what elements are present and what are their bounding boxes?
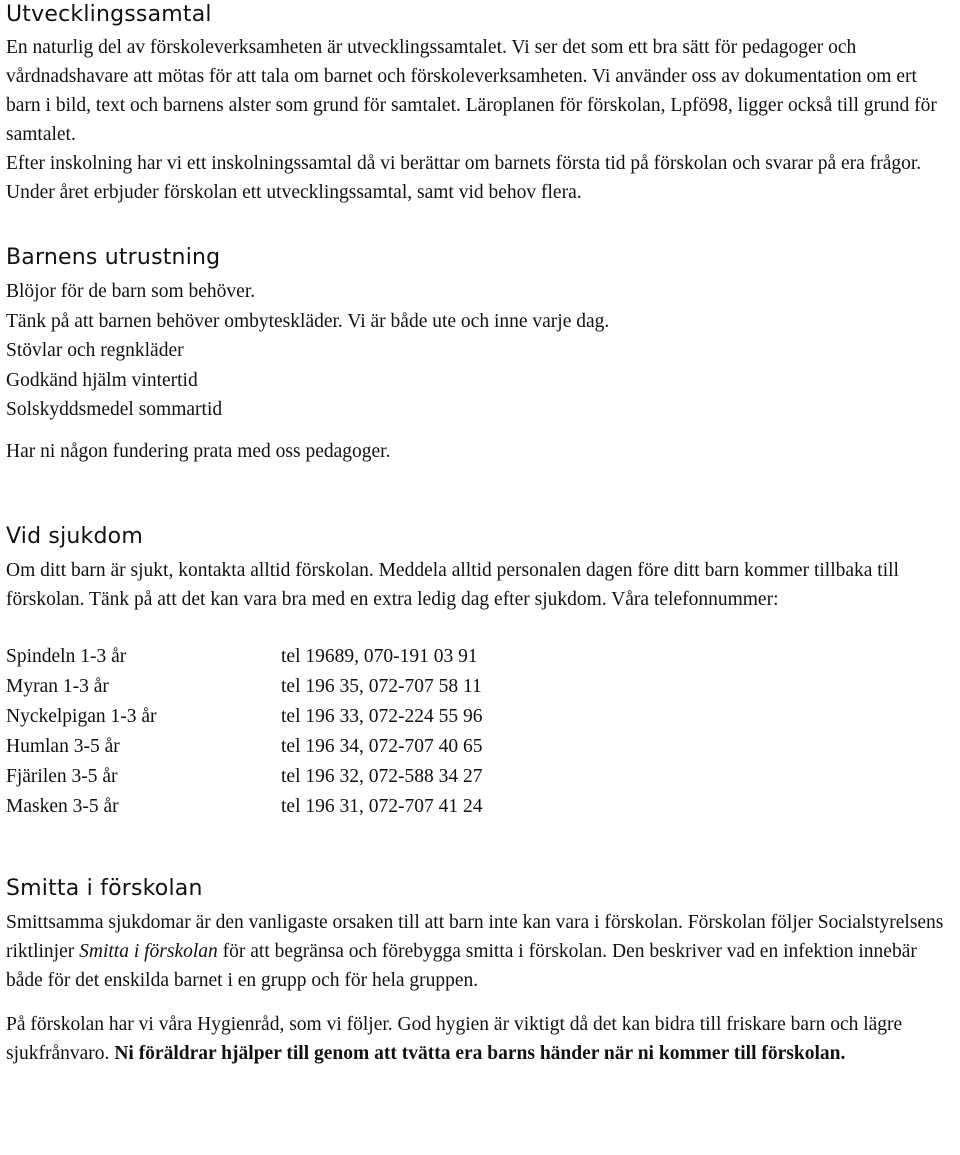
phone-number: tel 196 34, 072-707 40 65	[281, 735, 483, 757]
list-item: Godkänd hjälm vintertid	[6, 369, 198, 391]
phone-number: tel 196 32, 072-588 34 27	[281, 765, 483, 787]
phone-number: tel 196 31, 072-707 41 24	[281, 795, 483, 817]
paragraph-inskolning: Efter inskolning har vi ett inskolningssamtal då vi berättar om barnets första tid på förskolan och svarar på era frågor. Under året erbjuder förskolan ett utvecklingssamtal, samt vid behov flera.	[6, 153, 922, 203]
paragraph-hygien	[6, 1010, 954, 1068]
group-name: Fjärilen 3-5 år	[6, 765, 118, 787]
table-row	[6, 642, 954, 672]
heading-smitta: Smitta i förskolan	[6, 875, 203, 901]
hygien-bold-text: Ni föräldrar hjälper till genom att tvätta era barns händer när ni kommer till förskolan.	[114, 1042, 846, 1064]
group-name: Nyckelpigan 1-3 år	[6, 705, 157, 727]
paragraph-utvecklingssamtal: En naturlig del av förskoleverksamheten är utvecklingssamtalet. Vi ser det som ett bra sätt för pedagoger och vårdnadshavare att mötas för att tala om barnet och förskoleverksamheten. Vi använder oss av dokumentation om ert barn i bild, text och barnens alster som grund för samtalet. Läroplanen för förskolan, Lpfö98, ligger också till grund för samtalet.	[6, 37, 937, 145]
group-name: Humlan 3-5 år	[6, 735, 120, 757]
paragraph-smitta	[6, 908, 954, 995]
hygien-text: På förskolan har vi våra Hygienråd, som vi följer. God hygien är viktigt då det kan bidra till friskare barn och lägre sjukfrånvaro.	[6, 1013, 903, 1064]
table-row	[6, 762, 954, 792]
smitta-text-end: för att begränsa och förebygga smitta i förskolan. Den beskriver vad en infektion innebär både för det enskilda barnet i en grupp och för hela gruppen.	[6, 940, 917, 991]
table-row	[6, 792, 954, 822]
group-name: Spindeln 1-3 år	[6, 645, 127, 667]
list-item: Solskyddsmedel sommartid	[6, 399, 223, 420]
smitta-title-italic: Smitta i förskolan	[79, 940, 218, 962]
list-item: Blöjor för de barn som behöver.	[6, 281, 256, 302]
phone-table	[6, 642, 954, 822]
table-row	[6, 732, 954, 762]
paragraph-sjukdom: Om ditt barn är sjukt, kontakta alltid förskolan. Meddela alltid personalen dagen före ditt barn kommer tillbaka till förskolan. Tänk på att det kan vara bra med en extra ledig dag efter sjukdom. Våra telefonnummer:	[6, 559, 899, 610]
heading-utvecklingssamtal: Utvecklingssamtal	[6, 2, 212, 27]
phone-number: tel 196 35, 072-707 58 11	[281, 675, 482, 697]
heading-utrustning: Barnens utrustning	[6, 245, 221, 270]
utrustning-list	[6, 277, 954, 425]
utrustning-note: Har ni någon fundering prata med oss pedagoger.	[6, 440, 391, 462]
list-item: Tänk på att barnen behöver ombyteskläder. Vi är både ute och inne varje dag.	[6, 310, 610, 332]
phone-number: tel 196 33, 072-224 55 96	[281, 705, 483, 727]
list-item: Stövlar och regnkläder	[6, 340, 184, 361]
group-name: Masken 3-5 år	[6, 795, 119, 817]
smitta-text-start: Smittsamma sjukdomar är den vanligaste orsaken till att barn inte kan vara i förskolan. Förskolan följer Socialstyrelsens riktlinjer	[6, 911, 944, 962]
table-row	[6, 702, 954, 732]
table-row	[6, 672, 954, 702]
phone-number: tel 19689, 070-191 03 91	[281, 645, 478, 667]
group-name: Myran 1-3 år	[6, 675, 109, 697]
heading-sjukdom: Vid sjukdom	[6, 523, 143, 549]
